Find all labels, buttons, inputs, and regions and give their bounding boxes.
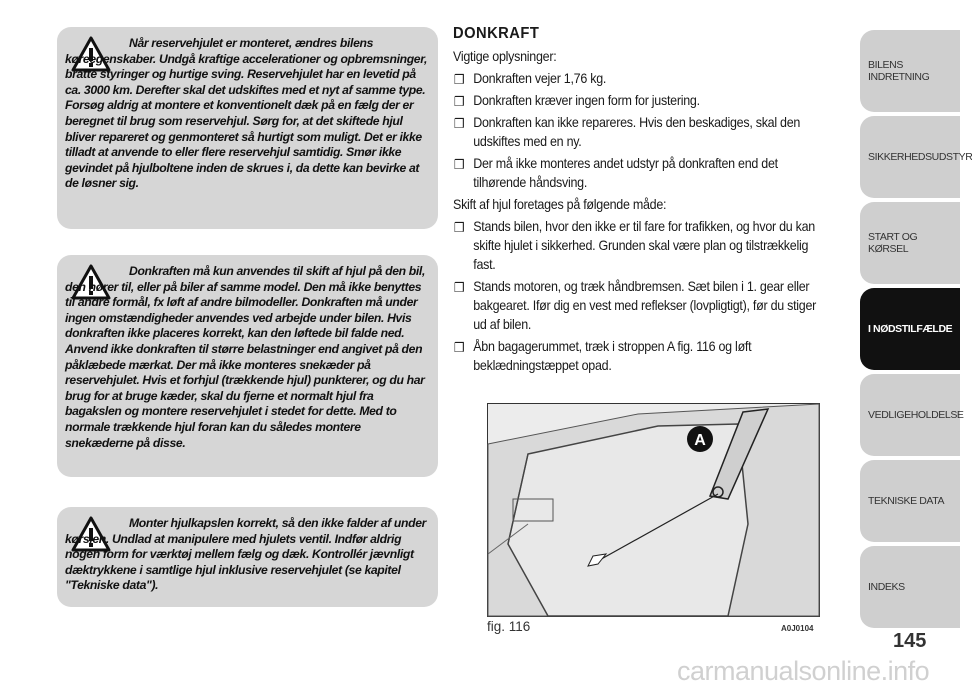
figure-image xyxy=(487,403,820,617)
list-item: ❒ Donkraften kan ikke repareres. Hvis den beskadiges, skal den udskiftes med en ny. xyxy=(453,115,801,149)
callout-label: A xyxy=(694,432,706,449)
warning-box xyxy=(57,255,438,477)
list-item: ❒ Donkraften kræver ingen form for justering. xyxy=(453,93,700,109)
figure-code: A0J0104 xyxy=(781,624,814,633)
main-column xyxy=(453,24,816,378)
figure-caption: fig. 116 xyxy=(487,619,531,634)
tab-i-nodstilfaelde[interactable]: I NØDSTILFÆLDE xyxy=(860,288,960,370)
checkbox-bullet-icon: ❒ xyxy=(453,94,465,109)
intro-text-2: Skift af hjul foretages på følgende måde: xyxy=(453,197,667,212)
checkbox-bullet-icon: ❒ xyxy=(453,220,465,235)
tab-tekniske-data[interactable]: TEKNISKE DATA xyxy=(860,460,960,542)
checkbox-bullet-icon: ❒ xyxy=(453,157,465,172)
tab-sikkerhedsudstyr[interactable]: SIKKERHEDSUDSTYR xyxy=(860,116,960,198)
warning-text: Når reservehjulet er monteret, ændres bilens køreegenskaber. Undgå kraftige accelerationer og opbremsninger, bratte styringer og hurtige sving. Reservehjulet har en levetid på ca. 3000 km. Derefter skal det udskiftes med et nyt af samme type. Forsøg aldrig at montere et konventionelt dæk på en fælg der er beregnet til brug som reservehjul. Sørg for, at det skiftede hjul bliver repareret og genmonteret så hurtigt som muligt. Det er ikke tilladt at anvende to eller flere reservehjul samtidig. Smør ikke gevindet på hjulboltene inden de skrues i, da dette kan bevirke at de løsner sig. xyxy=(65,36,427,191)
watermark: carmanualsonline.info xyxy=(677,656,930,686)
tab-indeks[interactable]: INDEKS xyxy=(860,546,960,628)
warning-box xyxy=(57,507,438,607)
warning-text: Monter hjulkapslen korrekt, så den ikke falder af under kørslen. Undlad at manipulere med hjulets ventil. Indfør aldrig nogen form for værktøj mellem fælg og dæk. Kontrollér jævnligt dæktrykkene i samtlige hjul inklusive reservehjulet (se kapitel "Tekniske data"). xyxy=(65,516,427,593)
checkbox-bullet-icon: ❒ xyxy=(453,116,465,131)
tab-vedligeholdelse[interactable]: VEDLIGEHOLDELSE xyxy=(860,374,960,456)
tab-bilens-indretning[interactable]: BILENS INDRETNING xyxy=(860,30,960,112)
warning-box xyxy=(57,27,438,229)
checkbox-bullet-icon: ❒ xyxy=(453,72,465,87)
list-item: ❒ Der må ikke monteres andet udstyr på donkraften end det tilhørende håndsving. xyxy=(453,156,778,190)
section-title: DONKRAFT xyxy=(453,25,540,42)
checkbox-bullet-icon: ❒ xyxy=(453,280,465,295)
list-item: ❒ Stands bilen, hvor den ikke er til fare for trafikken, og hvor du kan skifte hjulet i sikkerhed. Grunden skal være plan og tilstrækkelig fast. xyxy=(453,219,815,272)
trunk-illustration xyxy=(488,404,819,616)
checkbox-bullet-icon: ❒ xyxy=(453,340,465,355)
page-number: 145 xyxy=(893,630,927,652)
intro-text: Vigtige oplysninger: xyxy=(453,49,557,64)
list-item: ❒ Donkraften vejer 1,76 kg. xyxy=(453,71,607,87)
list-item: ❒ Stands motoren, og træk håndbremsen. Sæt bilen i 1. gear eller bakgearet. Ifør dig en vest med reflekser (lovpligtigt), før du stiger ud af bilen. xyxy=(453,279,817,332)
warning-text: Donkraften må kun anvendes til skift af hjul på den bil, den hører til, eller på biler af samme model. Den må ikke benyttes til andre formål, fx løft af andre bilmodeller. Donkraften må under ingen omstændigheder anvendes ved arbejde under bilen. Hvis donkraften ikke placeres korrekt, kan den løftede bil falde ned. Anvend ikke donkraften til større belastninger end angivet på den påklæbede mærkat. Der må ikke monteres snekæder på reservehjulet. Hvis et forhjul (trækkende hjul) punkterer, og du har brug for at bruge kæder, skal du fjerne et normalt hjul fra bagakslen og montere reservehjulet i stedet for dette. Med to normale trækkende hjul foran kan du således montere snekæderne på disse. xyxy=(65,264,425,450)
tab-start-og-korsel[interactable]: START OG KØRSEL xyxy=(860,202,960,284)
list-item: ❒ Åbn bagagerummet, træk i stroppen A fig. 116 og løft beklædningstæppet opad. xyxy=(453,339,752,373)
